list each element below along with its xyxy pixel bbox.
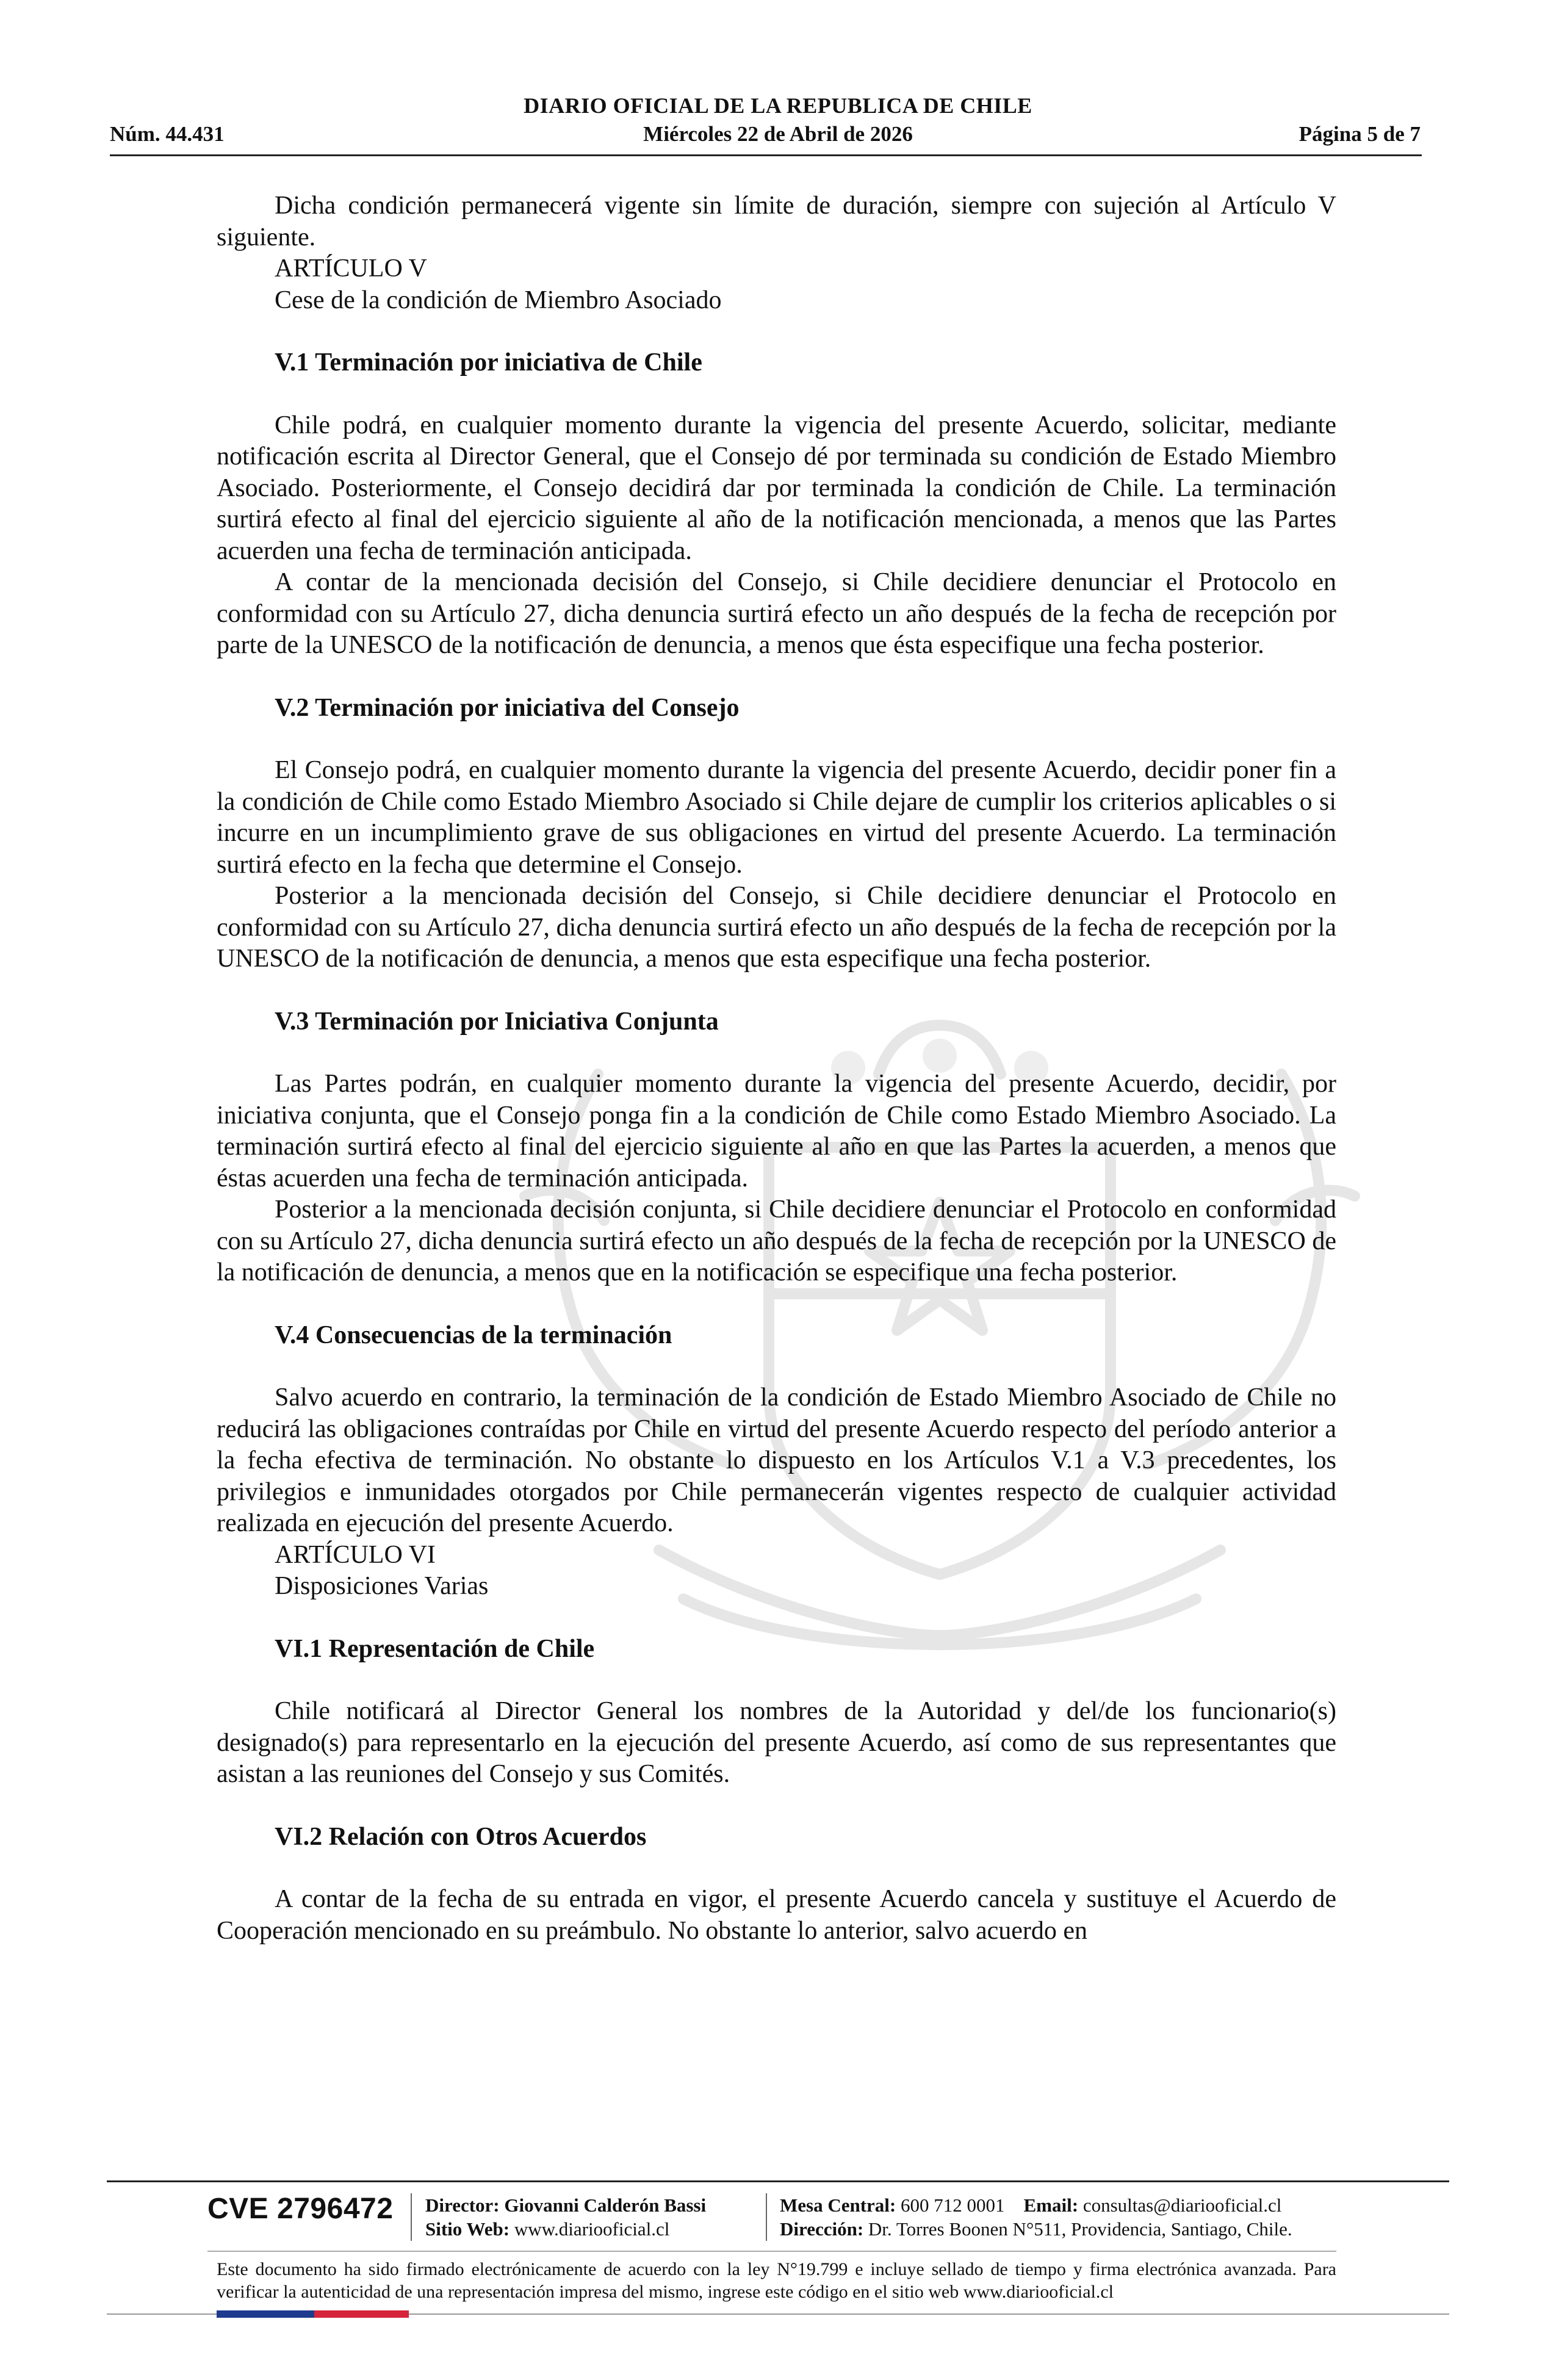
section-vi2-paragraph-1: A contar de la fecha de su entrada en vigor, el presente Acuerdo cancela y sustituye el Acuerdo de Cooperación mencionado en su preámbulo. No obstante lo anterior, salvo acuerdo en [217, 1885, 1336, 1945]
section-vi2-heading: VI.2 Relación con Otros Acuerdos [275, 1822, 647, 1851]
document-body [217, 190, 1336, 1947]
section-vi1-paragraph-1: Chile notificará al Director General los nombres de la Autoridad y del/de los funcionario(s) designado(s) para representarlo en la ejecución del presente Acuerdo, así como de sus representantes que asistan a las reuniones del Consejo y sus Comités. [217, 1697, 1336, 1788]
email-label: Email: [1023, 2194, 1079, 2216]
email-link[interactable]: consultas@diariooficial.cl [1082, 2194, 1282, 2216]
section-v3-paragraph-2: Posterior a la mencionada decisión conjunta, si Chile decidiere denunciar el Protocolo en conformidad con su Artículo 27, dicha denuncia surtirá efecto un año después de la fecha de recepción por la UNESCO de la notificación de denuncia, a menos que en la notificación se especifique una fecha posterior. [217, 1195, 1336, 1286]
newspaper-title: DIARIO OFICIAL DE LA REPUBLICA DE CHILE [524, 93, 1032, 118]
section-v4-heading: V.4 Consecuencias de la terminación [275, 1321, 672, 1349]
section-v2-paragraph-1: El Consejo podrá, en cualquier momento durante la vigencia del presente Acuerdo, decidir poner fin a la condición de Chile como Estado Miembro Asociado si Chile dejare de cumplir los criterios aplicables o si incurre en un incumplimiento grave de sus obligaciones en virtud del presente Acuerdo. La terminación surtirá efecto en la fecha que determine el Consejo. [217, 756, 1336, 879]
section-v3-heading: V.3 Terminación por Iniciativa Conjunta [275, 1007, 719, 1036]
section-vi1-heading: VI.1 Representación de Chile [275, 1634, 595, 1663]
page-number: Página 5 de 7 [1298, 122, 1421, 146]
address-label: Dirección: [780, 2218, 864, 2240]
cve-code: CVE 2796472 [207, 2193, 394, 2225]
footer-divider-mid [207, 2251, 1336, 2252]
phone-value: 600 712 0001 [901, 2194, 1005, 2216]
article-vi-title: ARTÍCULO VI [275, 1540, 436, 1569]
intro-paragraph: Dicha condición permanecerá vigente sin límite de duración, siempre con sujeción al Artículo V siguiente. [217, 192, 1336, 251]
section-v3-paragraph-1: Las Partes podrán, en cualquier momento durante la vigencia del presente Acuerdo, decidir, por iniciativa conjunta, que el Consejo ponga fin a la condición de Chile como Estado Miembro Asociado. La terminación surtirá efecto al final del ejercicio siguiente al año en que las Partes la acuerden, a menos que éstas acuerden una fecha de terminación anticipada. [217, 1070, 1336, 1192]
footer-director-block [425, 2193, 706, 2241]
footer-separator [766, 2193, 767, 2241]
article-v-title: ARTÍCULO V [275, 254, 427, 283]
footer-separator [411, 2193, 412, 2241]
header-divider [110, 154, 1422, 156]
website-link[interactable]: www.diariooficial.cl [514, 2218, 670, 2240]
section-v1-paragraph-2: A contar de la mencionada decisión del Consejo, si Chile decidiere denunciar el Protocolo en conformidad con su Artículo 27, dicha denuncia surtirá efecto un año después de la fecha de recepción por parte de la UNESCO de la notificación de denuncia, a menos que ésta especifique una fecha posterior. [217, 568, 1336, 659]
signature-disclaimer: Este documento ha sido firmado electrónicamente de acuerdo con la ley N°19.799 e incluye sellado de tiempo y firma electrónica avanzada. Para verificar la autenticidad de una representación impresa del mismo, ingrese este código en el sitio web www.diariooficial.cl [217, 2259, 1336, 2302]
issue-date: Miércoles 22 de Abril de 2026 [643, 122, 913, 146]
website-label: Sitio Web: [425, 2218, 510, 2240]
address-value: Dr. Torres Boonen N°511, Providencia, Santiago, Chile. [868, 2218, 1292, 2240]
section-v2-heading: V.2 Terminación por iniciativa del Consejo [275, 693, 740, 722]
flag-stripe-red [314, 2310, 409, 2318]
phone-label: Mesa Central: [780, 2194, 896, 2216]
director-name: Giovanni Calderón Bassi [504, 2194, 707, 2216]
flag-stripe-blue [217, 2310, 314, 2318]
footer-contact-block [780, 2193, 1292, 2241]
article-vi-subtitle: Disposiciones Varias [275, 1572, 489, 1600]
section-v2-paragraph-2: Posterior a la mencionada decisión del Consejo, si Chile decidiere denunciar el Protocolo en conformidad con su Artículo 27, dicha denuncia surtirá efecto un año después de la fecha de recepción por la UNESCO de la notificación de denuncia, a menos que esta especifique una fecha posterior. [217, 882, 1336, 973]
footer-divider-top [107, 2180, 1449, 2182]
section-v1-paragraph-1: Chile podrá, en cualquier momento durante la vigencia del presente Acuerdo, solicitar, mediante notificación escrita al Director General, que el Consejo dé por terminada su condición de Estado Miembro Asociado. Posteriormente, el Consejo decidirá dar por terminada la condición de Chile. La terminación surtirá efecto al final del ejercicio siguiente al año de la notificación mencionada, a menos que las Partes acuerden una fecha de terminación anticipada. [217, 411, 1336, 565]
director-label: Director: [425, 2194, 500, 2216]
issue-number: Núm. 44.431 [110, 122, 225, 146]
article-v-subtitle: Cese de la condición de Miembro Asociado [275, 286, 722, 314]
section-v1-heading: V.1 Terminación por iniciativa de Chile [275, 348, 702, 377]
section-v4-paragraph-1: Salvo acuerdo en contrario, la terminación de la condición de Estado Miembro Asociado de Chile no reducirá las obligaciones contraídas por Chile en virtud del presente Acuerdo respecto del período anterior a la fecha efectiva de terminación. No obstante lo dispuesto en los Artículos V.1 a V.3 precedentes, los privilegios e inmunidades otorgados por Chile permanecerán vigentes respecto de cualquier actividad realizada en ejecución del presente Acuerdo. [217, 1383, 1336, 1537]
